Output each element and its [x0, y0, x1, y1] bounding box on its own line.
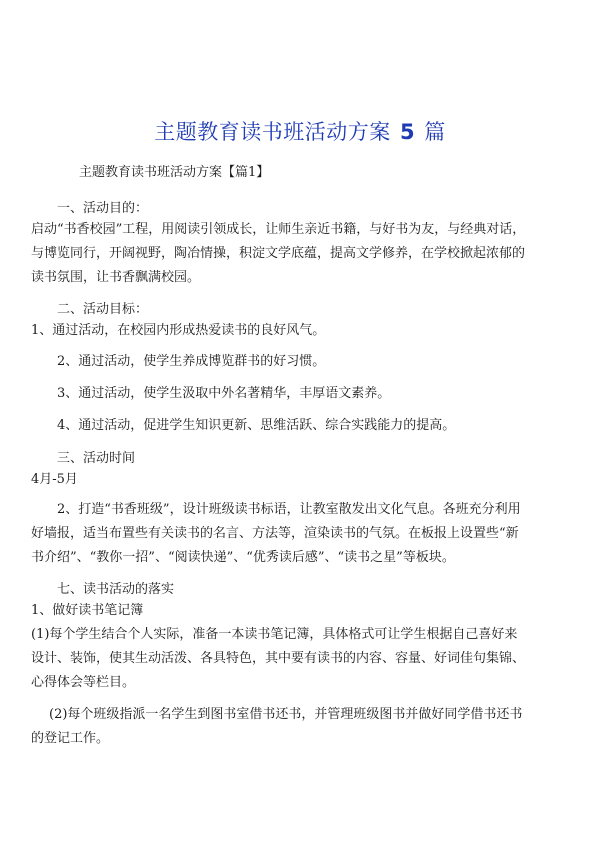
heading-implementation: 七、读书活动的落实	[57, 582, 175, 597]
paragraph-line: 4月-5月	[31, 472, 78, 487]
paragraph-line: 与博览同行，开阔视野，陶冶情操，积淀文学底蕴，提高文学修养，在学校掀起浓郁的	[31, 246, 526, 261]
title-prefix: 主题教育读书班活动方案	[154, 120, 391, 144]
paragraph-line: 启动“书香校园”工程，用阅读引领成长，让师生亲近书籍，与好书为友，与经典对话，	[31, 222, 526, 237]
paragraph-line: 读书氛围，让书香飘满校园。	[31, 270, 201, 285]
paragraph-line: 2、打造“书香班级”，设计班级读书标语，让教室散发出文化气息。各班充分利用	[57, 502, 521, 517]
title-number: 5	[399, 120, 416, 144]
title-suffix: 篇	[424, 120, 446, 144]
subheading: 1、做好读书笔记簿	[31, 603, 144, 618]
list-item: 2、通过活动，使学生养成博览群书的好习惯。	[57, 354, 326, 369]
section-subtitle: 主题教育读书班活动方案【篇1】	[79, 165, 270, 180]
document-title	[0, 116, 600, 146]
paragraph-line: 的登记工作。	[31, 731, 110, 746]
heading-time: 三、活动时间	[57, 451, 136, 466]
paragraph-line: 设计、装饰，使其生动活泼、各具特色，其中要有读书的内容、容量、好词佳句集锦、	[31, 651, 526, 666]
list-item: 1、通过活动，在校园内形成热爱读书的良好风气。	[31, 323, 326, 338]
paragraph-line: 心得体会等栏目。	[31, 675, 136, 690]
list-item: 4、通过活动，促进学生知识更新、思维活跃、综合实践能力的提高。	[57, 418, 456, 433]
paragraph-line: (2)每个班级指派一名学生到图书室借书还书，并管理班级图书并做好同学借书还书	[49, 707, 523, 722]
heading-goals: 二、活动目标：	[57, 302, 149, 317]
paragraph-line: 好墙报，适当布置些有关读书的名言、方法等，渲染读书的气氛。在板报上设置些“新	[31, 526, 519, 541]
paragraph-line: (1)每个学生结合个人实际，准备一本读书笔记簿，具体格式可让学生根据自己喜好来	[31, 627, 518, 642]
heading-purpose: 一、活动目的：	[57, 201, 149, 216]
paragraph-line: 书介绍”、“教你一招”、“阅读快递”、“优秀读后感”、“读书之星”等板块。	[31, 550, 455, 565]
list-item: 3、通过活动，使学生汲取中外名著精华，丰厚语文素养。	[57, 386, 391, 401]
